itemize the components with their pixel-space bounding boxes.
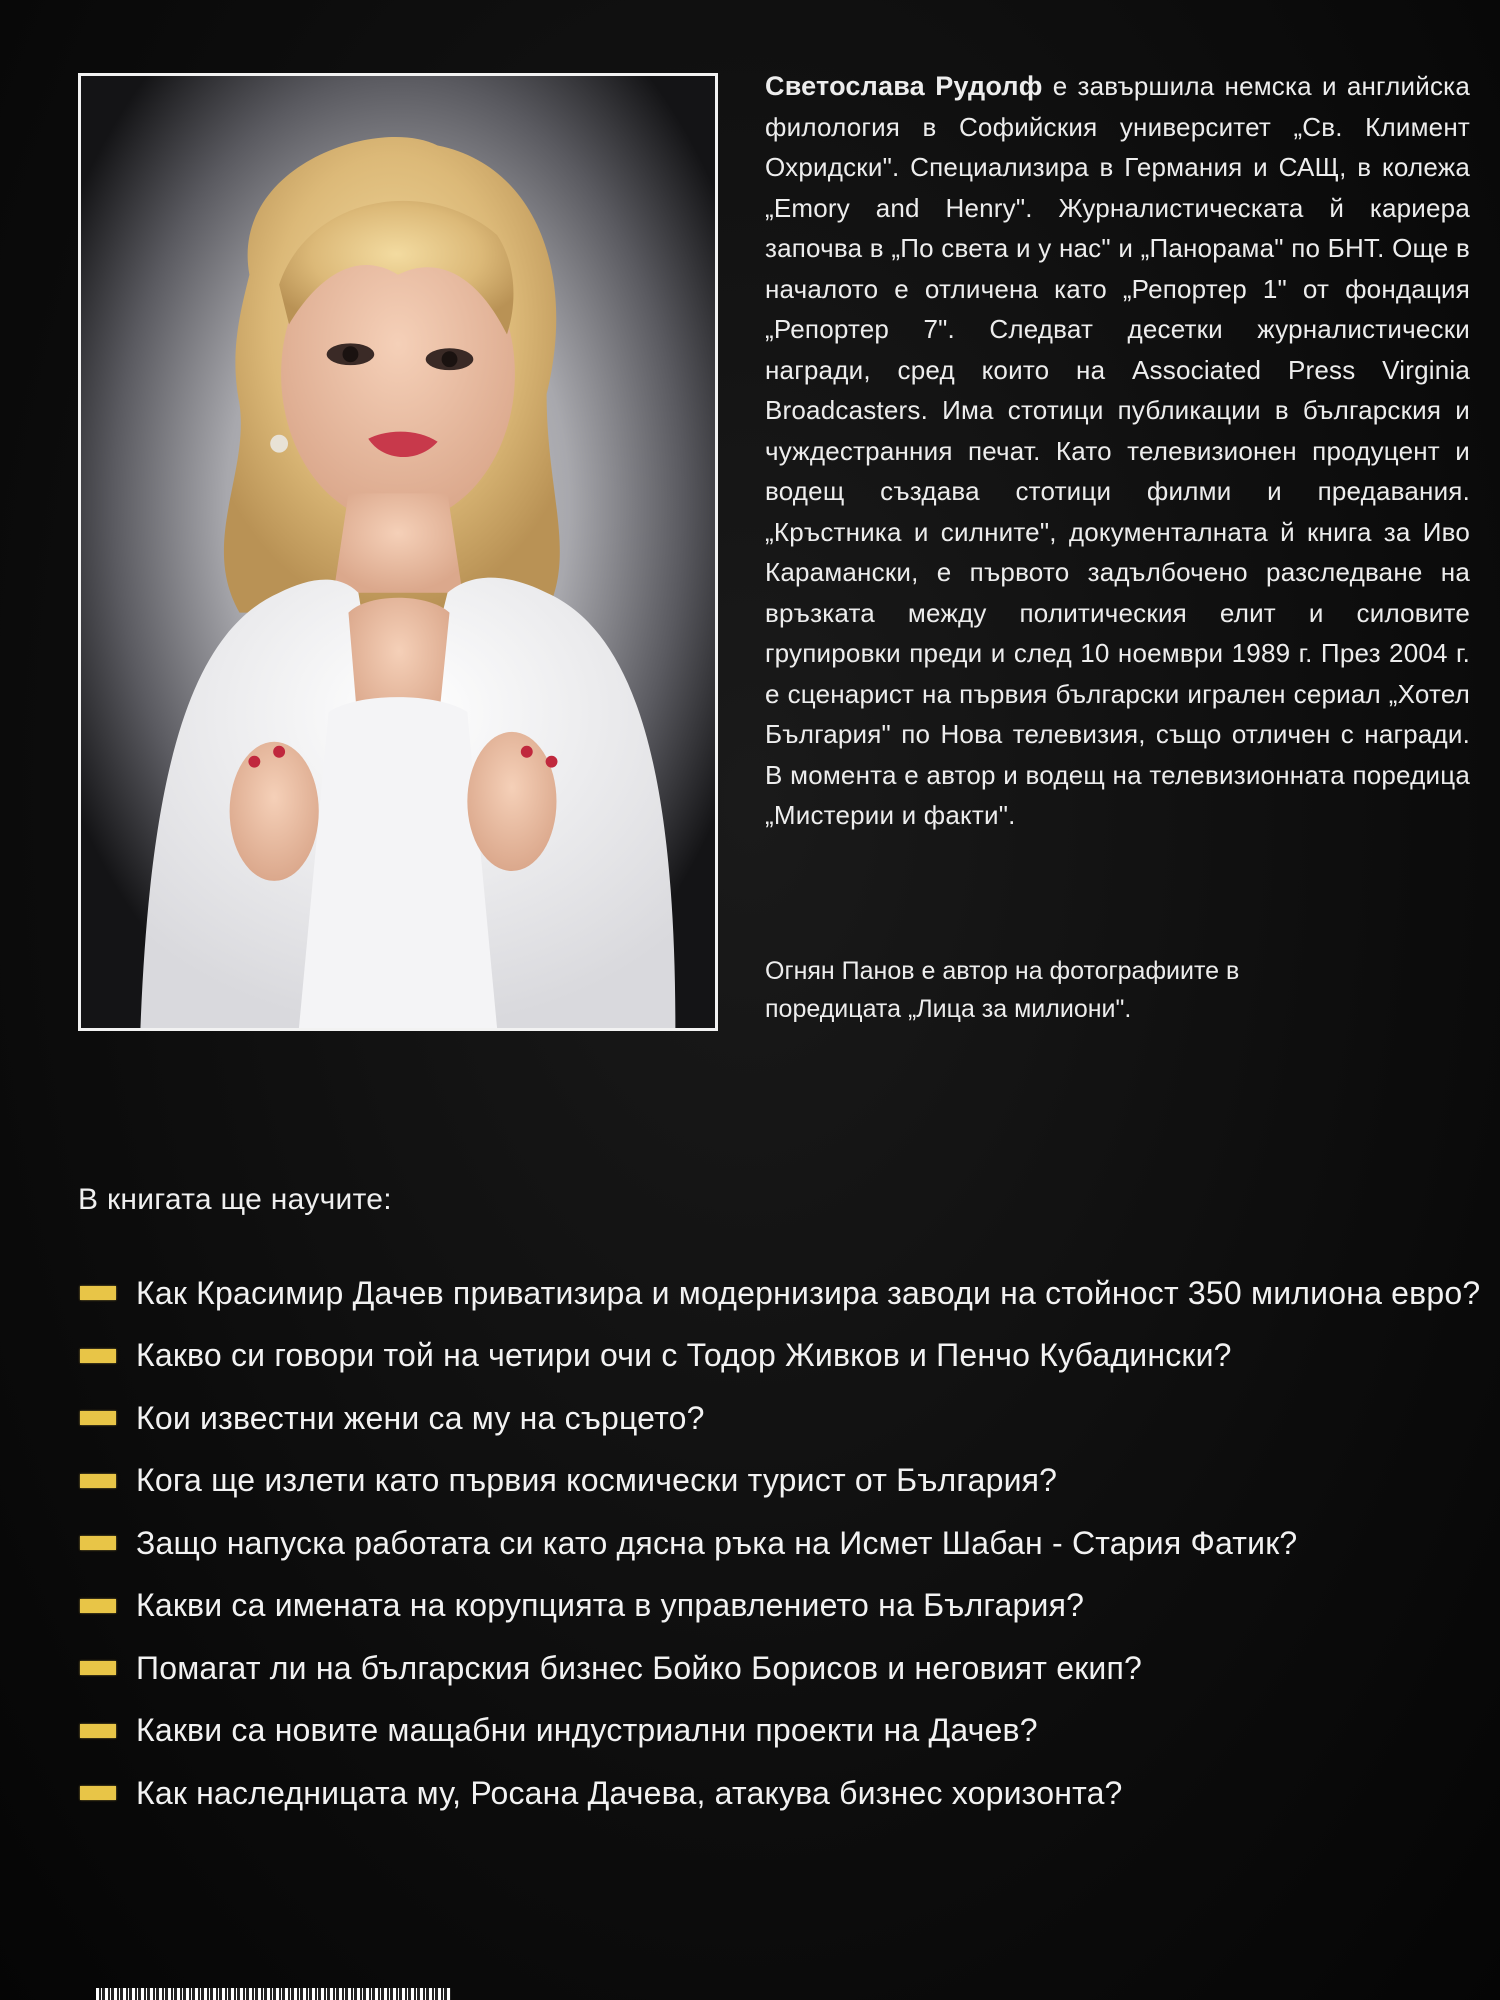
- list-item: [80, 1387, 1480, 1450]
- list-item: [80, 1450, 1480, 1513]
- bullet-icon: [80, 1411, 116, 1425]
- question-text: Кога ще излети като първия космически турист от България?: [136, 1462, 1058, 1499]
- learn-heading: В книгата ще научите:: [78, 1183, 392, 1216]
- author-name: Светослава Рудолф: [765, 71, 1043, 101]
- bullet-icon: [80, 1286, 116, 1300]
- bullet-icon: [80, 1661, 116, 1675]
- question-text: Помагат ли на българския бизнес Бойко Борисов и неговият екип?: [136, 1649, 1143, 1686]
- list-item: [80, 1512, 1480, 1575]
- bullet-icon: [80, 1599, 116, 1613]
- question-text: Какво си говори той на четири очи с Тодор Живков и Пенчо Кубадински?: [136, 1337, 1232, 1374]
- list-item: [80, 1637, 1480, 1700]
- barcode: [96, 1988, 451, 2000]
- author-bio-text: е завършила немска и английска филология в Софийския университет „Св. Климент Охридски". Специализира в Германия и САЩ, в колежа „Emory and Henry". Журналистическата й кариера започва в „По света и у нас" и „Панорама" по БНТ. Още в началото е отличена като „Репортер 1" от фондация „Репортер 7". Следват десетки журналистически награди, сред които на Associated Press Virginia Broadcasters. Има стотици публикации в българския и чуждестранния печат. Като телевизионен продуцент и водещ създава стотици филми и предавания. „Кръстника и силните", документалната й книга за Иво Карамански, е първото задълбочено разследване на връзката между политическия елит и силовите групировки преди и след 10 ноември 1989 г. През 2004 г. е сценарист на първия български игрален сериал „Хотел България" по Нова телевизия, също отличен с награди. В момента е автор и водещ на телевизионната поредица „Мистерии и факти".: [765, 71, 1470, 830]
- photo-credit: [765, 952, 1285, 1028]
- question-list: [80, 1262, 1480, 1825]
- photo-credit-text: е автор на фотографиите в поредицата „Лица за милиони".: [765, 957, 1240, 1023]
- list-item: [80, 1762, 1480, 1825]
- question-text: Как Красимир Дачев приватизира и модернизира заводи на стойност 350 милиона евро?: [136, 1274, 1481, 1311]
- bullet-icon: [80, 1349, 116, 1363]
- question-text: Какви са новите мащабни индустриални проекти на Дачев?: [136, 1712, 1038, 1749]
- question-text: Какви са имената на корупцията в управлението на България?: [136, 1587, 1085, 1624]
- list-item: [80, 1575, 1480, 1638]
- question-text: Кои известни жени са му на сърцето?: [136, 1399, 705, 1436]
- photographer-name: Огнян Панов: [765, 957, 915, 985]
- portrait-image: [81, 76, 715, 1028]
- bullet-icon: [80, 1786, 116, 1800]
- author-photo: [78, 73, 718, 1031]
- list-item: [80, 1325, 1480, 1388]
- bullet-icon: [80, 1724, 116, 1738]
- question-text: Как наследницата му, Росана Дачева, атакува бизнес хоризонта?: [136, 1774, 1123, 1811]
- question-text: Защо напуска работата си като дясна ръка на Исмет Шабан - Стария Фатик?: [136, 1524, 1298, 1561]
- list-item: [80, 1700, 1480, 1763]
- list-item: [80, 1262, 1480, 1325]
- bullet-icon: [80, 1536, 116, 1550]
- bullet-icon: [80, 1474, 116, 1488]
- author-bio: [765, 66, 1470, 836]
